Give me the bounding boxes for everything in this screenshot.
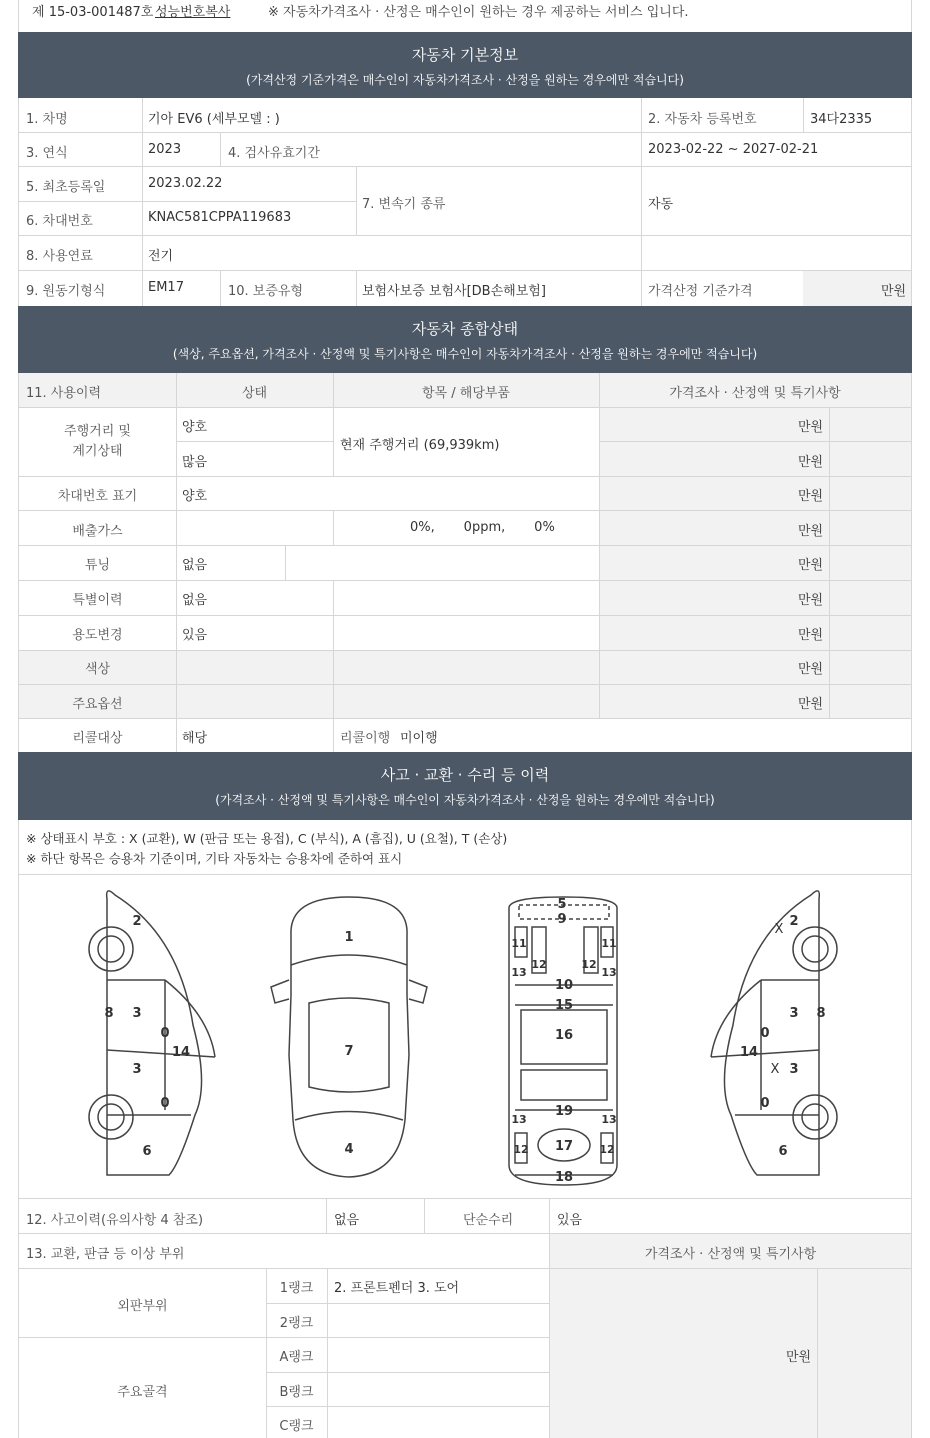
document-number: 제 15-03-001487호	[32, 5, 154, 20]
service-notice: ※ 자동차가격조사 · 산정은 매수인이 원하는 경우 제공하는 서비스 입니다.	[268, 5, 689, 20]
mileage-many: 많음	[182, 455, 208, 470]
simple-repair-label: 단순수리	[463, 1213, 514, 1228]
accident-subtitle: (가격조사 · 산정액 및 특기사항은 매수인이 자동차가격조사 · 산정을 원하는 경우에만 적습니다)	[215, 793, 715, 807]
part-label-12-front-right: 12	[581, 958, 597, 971]
part-label-19: 19	[554, 1104, 574, 1119]
part-label-13-front-left: 13	[511, 966, 527, 979]
part-label-0-right-front: 0	[760, 1026, 770, 1041]
part-label-2-right: 2	[789, 914, 799, 929]
basic-info-title: 자동차 기본정보	[411, 46, 519, 64]
emission-label: 배출가스	[72, 524, 123, 539]
main-options-label: 주요옵션	[72, 697, 123, 712]
rank-c-label: C랭크	[279, 1419, 314, 1434]
fuel-value: 전기	[148, 249, 174, 264]
vin-mark-state: 양호	[182, 489, 208, 504]
vin-value: KNAC581CPPA119683	[148, 210, 292, 225]
part-label-14-right: 14	[739, 1045, 759, 1060]
part-label-0-right-rear: 0	[760, 1096, 770, 1111]
part-label-2-left: 2	[132, 914, 142, 929]
part-label-8-left: 8	[104, 1006, 114, 1021]
fuel-label: 8. 사용연료	[26, 249, 93, 264]
part-label-6-right: 6	[778, 1144, 788, 1159]
rank-2-label: 2랭크	[279, 1316, 314, 1331]
recall-label: 리콜대상	[72, 731, 123, 746]
price-notes-header: 가격조사 · 산정액 및 특기사항	[669, 386, 841, 401]
price-unit-8: 만원	[798, 662, 824, 677]
usage-change-label: 용도변경	[72, 628, 123, 643]
simple-repair-value: 있음	[557, 1213, 583, 1228]
reg-number-value: 34다2335	[810, 112, 873, 127]
recall-state: 해당	[182, 731, 208, 746]
reg-number-label: 2. 자동차 등록번호	[648, 112, 757, 127]
rank-1-value: 2. 프론트펜더 3. 도어	[334, 1281, 460, 1296]
part-label-0-left-front: 0	[160, 1026, 170, 1041]
warranty-type-label: 10. 보증유형	[228, 284, 304, 299]
mark-x-fender: X	[774, 922, 784, 937]
engine-type-label: 9. 원동기형식	[26, 284, 106, 299]
part-label-8-right: 8	[816, 1006, 826, 1021]
part-label-5: 5	[557, 897, 567, 912]
status-title: 자동차 종합상태	[411, 320, 519, 338]
recall-action-label: 리콜이행	[340, 731, 391, 746]
legend-symbols: ※ 상태표시 부호 : X (교환), W (판금 또는 용접), C (부식), A (흠집), U (요철), T (손상)	[26, 831, 508, 846]
mileage-good: 양호	[182, 420, 208, 435]
basic-info-header	[18, 32, 912, 98]
part-label-7: 7	[344, 1044, 354, 1059]
price-unit-1: 만원	[798, 420, 824, 435]
status-header	[18, 306, 912, 373]
tuning-state: 없음	[182, 558, 208, 573]
mileage-label: 주행거리 및 계기상태	[64, 424, 131, 459]
special-history-label: 특별이력	[72, 593, 123, 608]
part-label-15: 15	[554, 998, 574, 1013]
rank-1-label: 1랭크	[279, 1281, 314, 1296]
price-unit-2: 만원	[798, 455, 824, 470]
part-label-1: 1	[344, 930, 354, 945]
mark-x-door: X	[770, 1062, 780, 1077]
accident-title: 사고 · 교환 · 수리 등 이력	[380, 766, 550, 784]
vin-mark-label: 차대번호 표기	[57, 489, 138, 504]
engine-type-value: EM17	[148, 280, 184, 295]
price-unit-9: 만원	[798, 697, 824, 712]
part-label-12-rear-right: 12	[599, 1143, 615, 1156]
part-label-10: 10	[554, 978, 574, 993]
first-registration-value: 2023.02.22	[148, 176, 223, 191]
part-label-11-left: 11	[511, 937, 527, 950]
part-label-14-left: 14	[171, 1045, 191, 1060]
special-history-state: 없음	[182, 593, 208, 608]
base-price-unit: 만원	[881, 284, 907, 299]
price-unit-6: 만원	[798, 593, 824, 608]
part-label-3-right-front: 3	[789, 1006, 799, 1021]
car-left-side-view	[89, 891, 215, 1175]
part-label-3-left-rear: 3	[132, 1062, 142, 1077]
status-subtitle: (색상, 주요옵션, 가격조사 · 산정액 및 특기사항은 매수인이 자동차가격조사 · 산정을 원하는 경우에만 적습니다)	[172, 347, 758, 361]
abnormal-parts-label: 13. 교환, 판금 등 이상 부위	[26, 1247, 185, 1262]
copy-number-link[interactable]: 성능번호복사	[155, 5, 231, 20]
part-label-4: 4	[344, 1142, 354, 1157]
main-frame-label: 주요골격	[117, 1385, 168, 1400]
usage-change-state: 있음	[182, 628, 208, 643]
basic-info-subtitle: (가격산정 기준가격은 매수인이 자동차가격조사 · 산정을 원하는 경우에만 적습니다)	[246, 73, 684, 87]
car-name-value: 기아 EV6 (세부모델 : )	[148, 112, 280, 127]
part-label-17: 17	[554, 1139, 574, 1154]
transmission-label: 7. 변속기 종류	[362, 197, 446, 212]
price-unit-3: 만원	[798, 489, 824, 504]
transmission-value: 자동	[648, 197, 674, 212]
accident-header	[18, 752, 912, 820]
accident-history-value: 없음	[334, 1213, 360, 1228]
mileage-item: 현재 주행거리 (69,939km)	[340, 438, 500, 453]
emission-item: 0%, 0ppm, 0%	[410, 520, 555, 535]
part-label-12-front-left: 12	[531, 958, 547, 971]
rank-b-label: B랭크	[279, 1385, 314, 1400]
rank-a-label: A랭크	[279, 1350, 314, 1365]
basic-info-table	[18, 98, 912, 306]
tuning-label: 튜닝	[84, 558, 111, 573]
part-label-3-left-front: 3	[132, 1006, 142, 1021]
legend-note: ※ 하단 항목은 승용차 기준이며, 기타 자동차는 승용차에 준하여 표시	[26, 851, 403, 866]
part-label-3-right-rear: 3	[789, 1062, 799, 1077]
part-label-18: 18	[554, 1170, 574, 1185]
model-year-label: 3. 연식	[26, 146, 68, 161]
part-label-6-left: 6	[142, 1144, 152, 1159]
parts-price-notes-header: 가격조사 · 산정액 및 특기사항	[644, 1247, 817, 1262]
price-unit-7: 만원	[798, 628, 824, 643]
item-header: 항목 / 해당부품	[422, 386, 510, 401]
part-label-0-left-rear: 0	[160, 1096, 170, 1111]
outer-panel-label: 외판부위	[117, 1299, 168, 1314]
state-header: 상태	[241, 386, 268, 401]
part-label-12-rear-left: 12	[513, 1143, 529, 1156]
first-registration-label: 5. 최초등록일	[26, 180, 106, 195]
part-label-9: 9	[557, 912, 567, 927]
part-label-16: 16	[554, 1028, 574, 1043]
vin-label: 6. 차대번호	[26, 214, 93, 229]
car-name-label: 1. 차명	[26, 112, 68, 127]
base-price-label: 가격산정 기준가격	[648, 284, 753, 299]
part-label-11-right: 11	[601, 937, 617, 950]
car-diagram	[19, 875, 911, 1198]
part-label-13-front-right: 13	[601, 966, 617, 979]
parts-price-unit: 만원	[786, 1350, 812, 1365]
recall-action-value: 미이행	[400, 731, 438, 746]
inspection-period-value: 2023-02-22 ~ 2027-02-21	[648, 142, 819, 157]
usage-history-header: 11. 사용이력	[26, 386, 102, 401]
model-year-value: 2023	[148, 142, 182, 157]
part-label-13-rear-left: 13	[511, 1113, 527, 1126]
inspection-period-label: 4. 검사유효기간	[228, 146, 320, 161]
price-unit-5: 만원	[798, 558, 824, 573]
warranty-type-value: 보험사보증 보험사[DB손해보험]	[362, 284, 546, 299]
price-unit-4: 만원	[798, 524, 824, 539]
accident-history-label: 12. 사고이력(유의사항 4 참조)	[26, 1213, 204, 1228]
color-label: 색상	[84, 662, 111, 677]
part-label-13-rear-right: 13	[601, 1113, 617, 1126]
